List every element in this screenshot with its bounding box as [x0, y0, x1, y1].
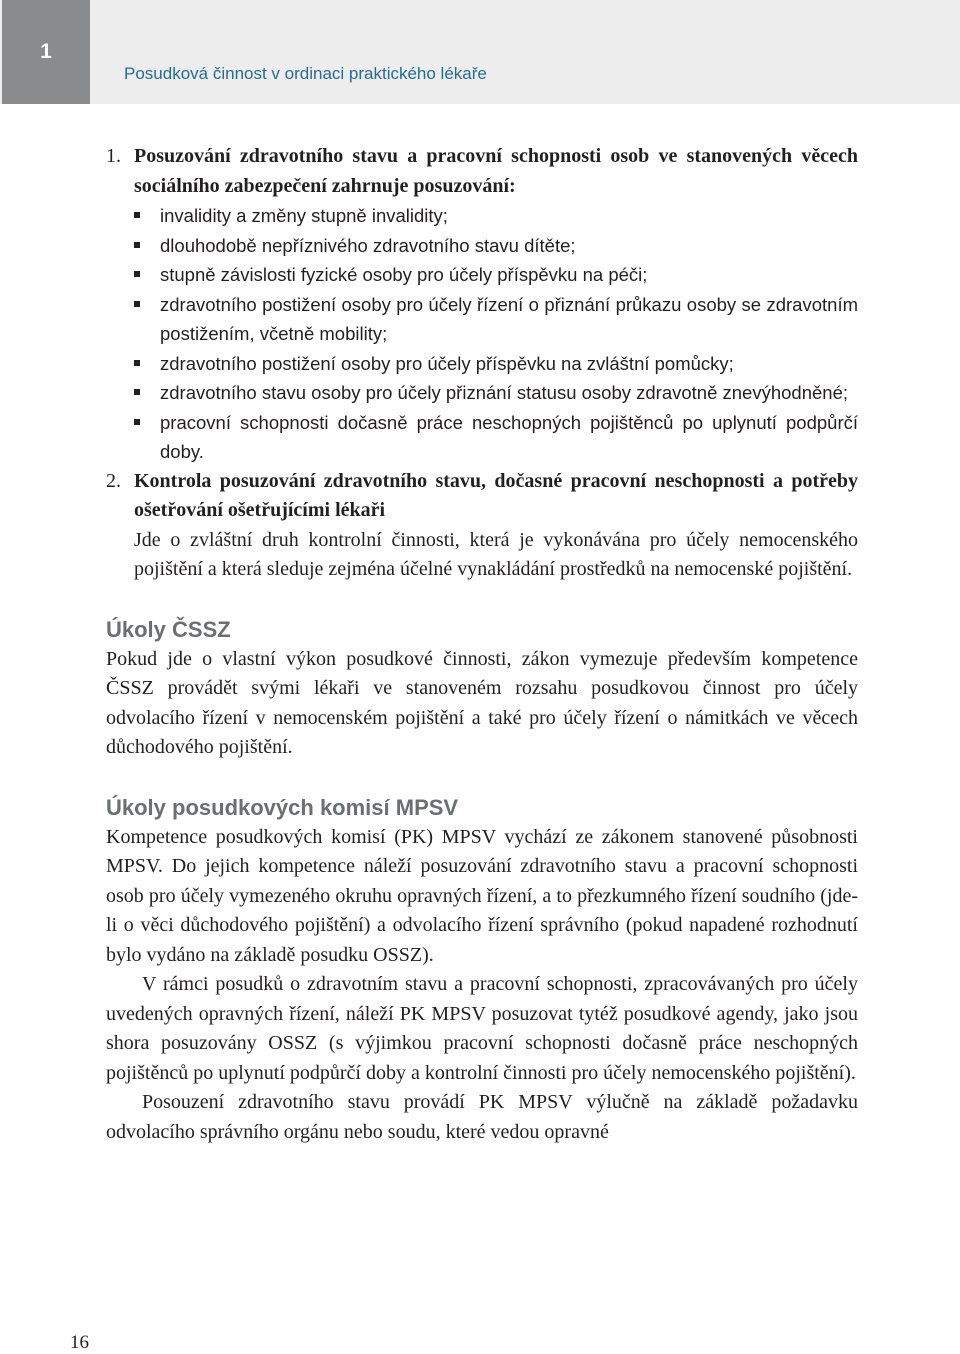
square-bullet-icon: [134, 419, 140, 425]
section-heading-ukoly-cssz: Úkoly ČSSZ: [106, 616, 231, 642]
list-item: pracovní schopnosti dočasně práce neschopných pojištěnců po uplynutí podpůrčí doby.: [134, 408, 858, 467]
list-item: invalidity a změny stupně invalidity;: [134, 201, 858, 231]
paragraph: Posouzení zdravotního stavu provádí PK MPSV výlučně na základě požadavku odvolacího správního orgánu nebo soudu, které vedou opravné: [106, 1091, 858, 1143]
list-item: zdravotního postižení osoby pro účely příspěvku na zvláštní pomůcky;: [134, 349, 858, 379]
list-item: dlouhodobě nepříznivého zdravotního stavu dítěte;: [134, 231, 858, 261]
item-heading: Posuzování zdravotního stavu a pracovní schopnosti osob ve stanovených věcech sociálního zabezpečení zahrnuje posuzování:: [134, 145, 858, 197]
page-number: 16: [70, 1332, 89, 1353]
page-header: [0, 0, 960, 104]
item-body: Jde o zvláštní druh kontrolní činnosti, která je vykonávána pro účely nemocenského pojištění a která sleduje zejména účelné vynakládání prostředků na nemocenské pojištění.: [134, 528, 858, 580]
list-item: stupně závislosti fyzické osoby pro účely příspěvku na péči;: [134, 260, 858, 290]
square-bullet-icon: [134, 389, 140, 395]
paragraph: Pokud jde o vlastní výkon posudkové činnosti, zákon vymezuje především kompetence ČSSZ provádět svými lékaři ve stanoveném rozsahu posudkovou činnost pro účely odvolacího řízení v nemocenském pojištění a také pro účely řízení o námitkách ve věcech důchodového pojištění.: [106, 647, 858, 758]
bullet-list: [134, 201, 858, 467]
item-heading: Kontrola posuzování zdravotního stavu, dočasné pracovní neschopnosti a potřeby ošetřování ošetřujícími lékaři: [134, 469, 858, 521]
square-bullet-icon: [134, 301, 140, 307]
list-item: zdravotního postižení osoby pro účely řízení o přiznání průkazu osoby se zdravotním postižením, včetně mobility;: [134, 290, 858, 349]
list-item: zdravotního stavu osoby pro účely přiznání statusu osoby zdravotně znevýhodněné;: [134, 378, 858, 408]
running-title: Posudková činnost v ordinaci praktického lékaře: [124, 64, 487, 83]
numbered-item-1: [106, 142, 858, 467]
numbered-item-2: [106, 467, 858, 585]
paragraph: Kompetence posudkových komisí (PK) MPSV vychází ze zákonem stanovené působnosti MPSV. Do jejich kompetence náleží posuzování zdravotního stavu a pracovní schopnosti osob pro účely vymezeného okruhu opravných řízení, a to přezkumného řízení soudního (jde-li o věci důchodového pojištění) a odvolacího řízení správního (pokud napadené rozhodnutí bylo vydáno na základě posudku OSSZ).: [106, 825, 858, 966]
item-number: 1.: [106, 145, 121, 167]
item-number: 2.: [106, 469, 121, 492]
page-content: [106, 142, 858, 1147]
paragraph: V rámci posudků o zdravotním stavu a pracovní schopnosti, zpracovávaných pro účely uvedených opravných řízení, náleží PK MPSV posuzovat tytéž posudkové agendy, jako jsou shora posuzovány OSSZ (s výjimkou pracovní schopnosti dočasně práce neschopných pojištěnců po uplynutí podpůrčí doby a kontrolní činnosti pro účely nemocenského pojištění).: [106, 973, 858, 1084]
chapter-number: 1: [40, 40, 52, 63]
square-bullet-icon: [134, 242, 140, 248]
chapter-number-box: [2, 0, 90, 104]
square-bullet-icon: [134, 212, 140, 218]
square-bullet-icon: [134, 360, 140, 366]
section-heading-ukoly-mpsv: Úkoly posudkových komisí MPSV: [106, 794, 459, 820]
square-bullet-icon: [134, 271, 140, 277]
